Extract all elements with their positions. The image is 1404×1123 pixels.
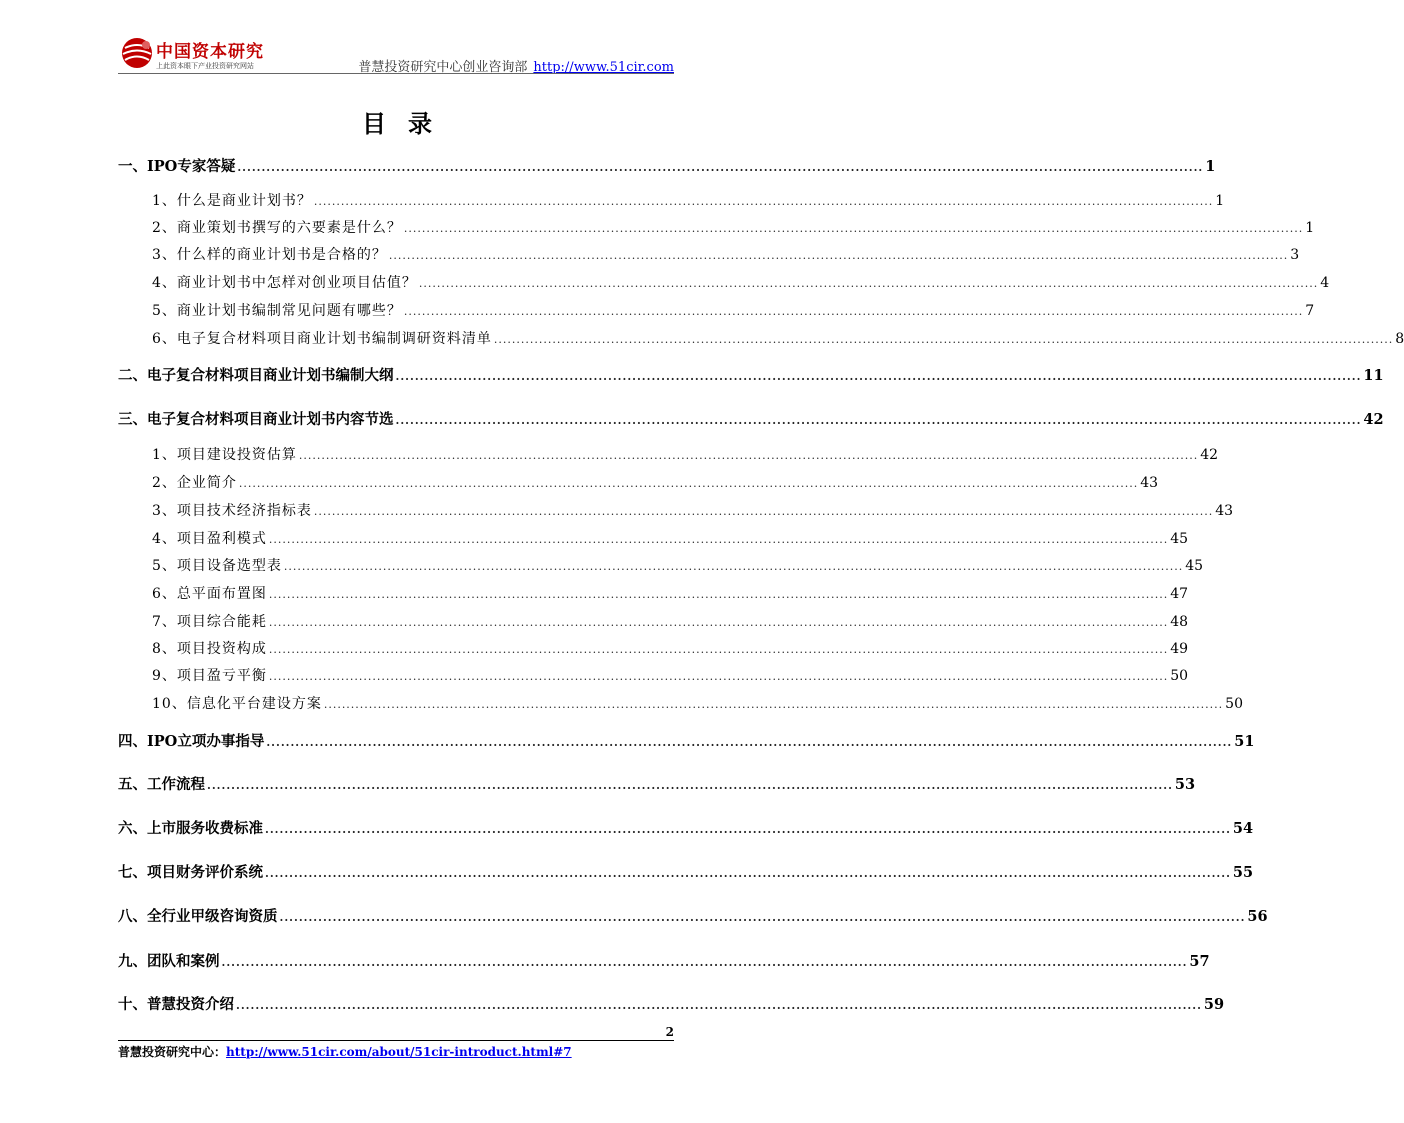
- toc-entry-page: 53: [1174, 776, 1196, 793]
- toc-leader-dots: ........................................................................................................................................................................................................: [268, 588, 1169, 601]
- toc-entry[interactable]: [152, 190, 1225, 210]
- toc-entry[interactable]: [118, 408, 1384, 429]
- logo-subtitle: 上此资本眼下产业投资研究网站: [156, 62, 254, 70]
- toc-leader-dots: ........................................................................................................................................................................................................: [265, 823, 1231, 836]
- toc-entry[interactable]: [152, 555, 1204, 575]
- toc-leader-dots: ........................................................................................................................................................................................................: [207, 779, 1173, 792]
- toc-entry-page: 45: [1170, 531, 1189, 547]
- toc-leader-dots: ........................................................................................................................................................................................................: [493, 333, 1394, 346]
- toc-entry[interactable]: [152, 300, 1315, 320]
- toc-entry[interactable]: [118, 817, 1254, 838]
- toc-leader-dots: ........................................................................................................................................................................................................: [395, 370, 1362, 383]
- page-title: 目录: [362, 109, 454, 138]
- toc-entry-page: 50: [1225, 696, 1243, 712]
- toc-entry-label: 二、电子复合材料项目商业计划书编制大纲: [118, 367, 394, 384]
- toc-leader-dots: ........................................................................................................................................................................................................: [268, 670, 1169, 683]
- toc-entry-page: 43: [1140, 475, 1159, 491]
- page-header: [118, 30, 674, 74]
- toc-entry[interactable]: [152, 638, 1189, 658]
- toc-leader-dots: ........................................................................................................................................................................................................: [266, 736, 1233, 749]
- toc-entry-page: 49: [1170, 641, 1189, 657]
- toc-leader-dots: ........................................................................................................................................................................................................: [237, 161, 1204, 174]
- toc-entry-label: 10、信息化平台建设方案: [152, 696, 322, 712]
- toc-entry-page: 47: [1170, 586, 1189, 602]
- toc-leader-dots: ........................................................................................................................................................................................................: [236, 999, 1202, 1012]
- toc-entry-label: 2、企业简介: [152, 475, 237, 491]
- toc-entry[interactable]: [152, 244, 1300, 264]
- toc-entry[interactable]: [118, 905, 1268, 926]
- toc-entry-label: 3、项目技术经济指标表: [152, 503, 312, 519]
- toc-entry-page: 50: [1170, 668, 1189, 684]
- toc-leader-dots: ........................................................................................................................................................................................................: [418, 277, 1319, 290]
- toc-entry[interactable]: [118, 773, 1196, 794]
- toc-entry[interactable]: [152, 272, 1330, 292]
- toc-entry-page: 45: [1185, 558, 1204, 574]
- toc-entry-page: 8: [1395, 331, 1404, 347]
- toc-leader-dots: ........................................................................................................................................................................................................: [268, 533, 1169, 546]
- toc-entry[interactable]: [152, 665, 1189, 685]
- toc-entry-label: 5、商业计划书编制常见问题有哪些？: [152, 303, 402, 319]
- toc-entry[interactable]: [118, 993, 1225, 1014]
- toc-entry[interactable]: [118, 364, 1384, 385]
- toc-entry-page: 56: [1247, 908, 1268, 925]
- toc-leader-dots: ........................................................................................................................................................................................................: [395, 414, 1362, 427]
- toc-entry-page: 1: [1305, 220, 1315, 236]
- toc-entry-page: 3: [1290, 247, 1300, 263]
- toc-leader-dots: ........................................................................................................................................................................................................: [268, 643, 1169, 656]
- toc-entry-label: 1、项目建设投资估算: [152, 447, 297, 463]
- footer-org-label: 普慧投资研究中心：: [118, 1045, 227, 1059]
- toc-leader-dots: ........................................................................................................................................................................................................: [221, 956, 1188, 969]
- toc-entry-label: 五、工作流程: [118, 776, 205, 793]
- logo-globe-icon: [120, 36, 154, 70]
- toc-entry-label: 2、商业策划书撰写的六要素是什么？: [152, 220, 402, 236]
- toc-leader-dots: ........................................................................................................................................................................................................: [298, 449, 1199, 462]
- toc-entry[interactable]: [118, 861, 1254, 882]
- toc-entry-page: 48: [1170, 614, 1189, 630]
- toc-entry-page: 43: [1215, 503, 1234, 519]
- toc-entry[interactable]: [152, 472, 1159, 492]
- toc-entry-page: 54: [1232, 820, 1254, 837]
- toc-entry[interactable]: [118, 155, 1216, 176]
- toc-entry-label: 5、项目设备选型表: [152, 558, 282, 574]
- toc-entry-page: 42: [1363, 411, 1384, 428]
- toc-entry-page: 11: [1363, 367, 1384, 384]
- footer-url-link[interactable]: http://www.51cir.com/about/51cir-introduct.html#7: [226, 1045, 572, 1059]
- toc-entry-page: 7: [1305, 303, 1315, 319]
- toc-entry[interactable]: [118, 730, 1255, 751]
- toc-leader-dots: ........................................................................................................................................................................................................: [279, 911, 1246, 924]
- toc-entry-label: 9、项目盈亏平衡: [152, 668, 267, 684]
- toc-entry-label: 7、项目综合能耗: [152, 614, 267, 630]
- toc-entry-label: 八、全行业甲级咨询资质: [118, 908, 278, 925]
- toc-entry[interactable]: [152, 583, 1189, 603]
- toc-entry[interactable]: [152, 528, 1189, 548]
- footer-divider: [118, 1040, 674, 1041]
- toc-leader-dots: ........................................................................................................................................................................................................: [238, 477, 1139, 490]
- toc-entry-page: 51: [1234, 733, 1255, 750]
- toc-entry-page: 1: [1215, 193, 1225, 209]
- toc-entry[interactable]: [118, 950, 1210, 971]
- header-url-link[interactable]: http://www.51cir.com: [533, 60, 674, 75]
- toc-entry[interactable]: [152, 217, 1315, 237]
- toc-leader-dots: ........................................................................................................................................................................................................: [403, 305, 1304, 318]
- toc-entry[interactable]: [152, 444, 1219, 464]
- toc-leader-dots: ........................................................................................................................................................................................................: [283, 560, 1184, 573]
- toc-leader-dots: ........................................................................................................................................................................................................: [313, 195, 1214, 208]
- toc-entry[interactable]: [152, 611, 1189, 631]
- header-divider: [118, 73, 674, 74]
- toc-entry-label: 十、普慧投资介绍: [118, 996, 234, 1013]
- toc-entry[interactable]: [152, 693, 1243, 713]
- logo: [118, 34, 288, 74]
- header-org-text: 普慧投资研究中心创业咨询部: [358, 60, 528, 75]
- toc-entry-label: 四、IPO立项办事指导: [118, 733, 265, 750]
- toc-entry-page: 59: [1203, 996, 1225, 1013]
- toc-leader-dots: ........................................................................................................................................................................................................: [323, 698, 1224, 711]
- toc-entry[interactable]: [152, 328, 1404, 348]
- toc-leader-dots: ........................................................................................................................................................................................................: [313, 505, 1214, 518]
- toc-leader-dots: ........................................................................................................................................................................................................: [268, 616, 1169, 629]
- toc-leader-dots: ........................................................................................................................................................................................................: [403, 222, 1304, 235]
- toc-entry-label: 七、项目财务评价系统: [118, 864, 263, 881]
- toc-entry-label: 4、项目盈利模式: [152, 531, 267, 547]
- toc-entry-page: 4: [1320, 275, 1330, 291]
- toc-leader-dots: ........................................................................................................................................................................................................: [265, 867, 1231, 880]
- toc-entry-label: 一、IPO专家答疑: [118, 158, 236, 175]
- toc-entry-label: 3、什么样的商业计划书是合格的？: [152, 247, 387, 263]
- toc-entry-page: 57: [1189, 953, 1210, 970]
- toc-entry-label: 三、电子复合材料项目商业计划书内容节选: [118, 411, 394, 428]
- page-number: 2: [665, 1025, 674, 1039]
- toc-leader-dots: ........................................................................................................................................................................................................: [388, 249, 1289, 262]
- toc-entry[interactable]: [152, 500, 1234, 520]
- toc-entry-label: 8、项目投资构成: [152, 641, 267, 657]
- page-footer: [118, 1043, 572, 1060]
- toc-entry-label: 九、团队和案例: [118, 953, 220, 970]
- toc-entry-label: 4、商业计划书中怎样对创业项目估值？: [152, 275, 417, 291]
- toc-entry-label: 六、上市服务收费标准: [118, 820, 263, 837]
- toc-entry-page: 55: [1232, 864, 1254, 881]
- toc-entry-label: 1、什么是商业计划书？: [152, 193, 312, 209]
- toc-entry-page: 42: [1200, 447, 1219, 463]
- logo-title: 中国资本研究: [156, 42, 264, 62]
- toc-entry-page: 1: [1205, 158, 1216, 175]
- toc-entry-label: 6、总平面布置图: [152, 586, 267, 602]
- toc-entry-label: 6、电子复合材料项目商业计划书编制调研资料清单: [152, 331, 492, 347]
